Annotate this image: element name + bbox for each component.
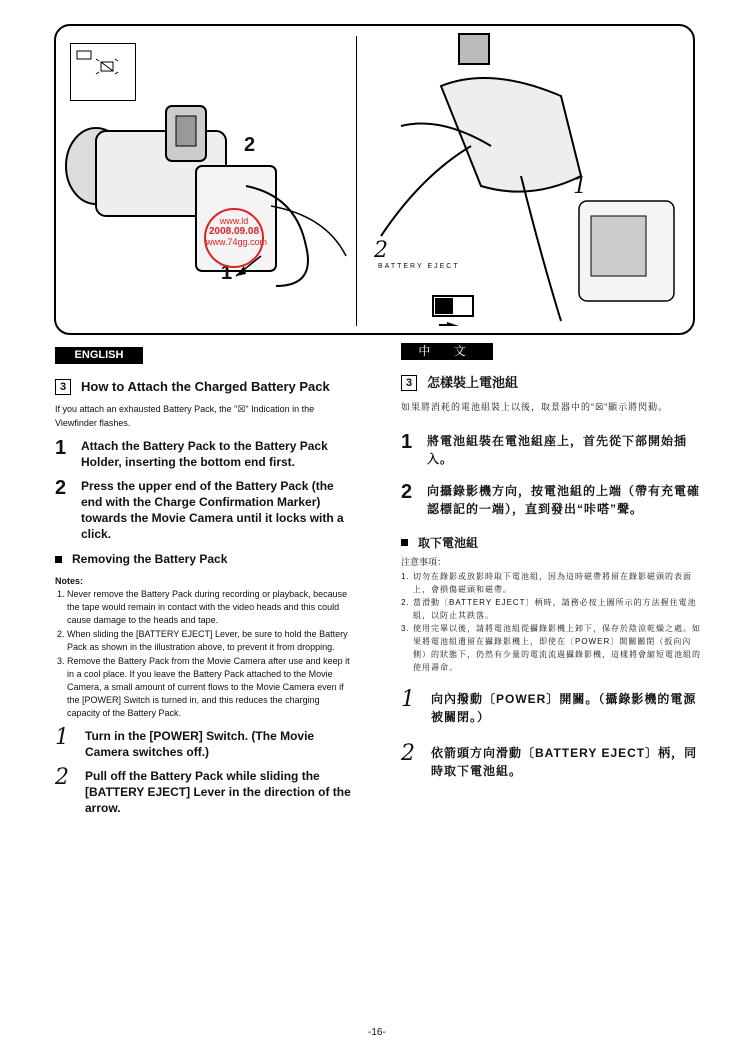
chinese-remove-step-1	[401, 687, 701, 726]
english-removing-title	[55, 552, 355, 566]
note-item: 1. 切勿在錄影或放影時取下電池組，因為這時磁帶將留在錄影磁頭的表面上，會損傷磁頭和磁帶。	[413, 570, 701, 596]
section-title-text: 怎樣裝上電池組	[427, 375, 519, 390]
removing-title-text: 取下電池組	[418, 536, 479, 550]
english-notes-title: Notes:	[55, 576, 84, 586]
bullet-square-icon	[401, 539, 408, 546]
english-intro: If you attach an exhausted Battery Pack, the "☒" Indication in the Viewfinder flashes.	[55, 404, 315, 428]
step-number: 1	[401, 431, 413, 453]
callout-1-right: 1	[573, 174, 587, 199]
step-text: 向攝錄影機方向，按電池組的上端（帶有充電確認標記的一端），直到發出“咔嗒”聲。	[427, 484, 701, 516]
chinese-notes-title: 注意事項：	[401, 557, 447, 567]
removing-title-text: Removing the Battery Pack	[72, 552, 228, 566]
note-item: 2. When sliding the [BATTERY EJECT] Lever, be sure to hold the Battery Pack as shown in the illustration above, to prevent it from dropping.	[67, 628, 355, 654]
chinese-column	[401, 374, 701, 780]
chinese-removing-title	[401, 534, 701, 551]
chinese-remove-step-2	[401, 741, 701, 780]
step-number: 2	[401, 741, 415, 766]
english-notes-list	[55, 588, 355, 720]
page-number: -16-	[368, 1027, 386, 1038]
step-text: 將電池組裝在電池組座上，首先從下部開始插入。	[427, 434, 688, 466]
callout-2-left: 2	[244, 134, 256, 156]
section-title-text: How to Attach the Charged Battery Pack	[81, 379, 330, 394]
section-number: 3	[401, 375, 417, 391]
step-number: 1	[55, 437, 67, 459]
note-item: 1. Never remove the Battery Pack during recording or playback, because the tape would remain in contact with the video heads and this could cause damage to the heads and tape.	[67, 588, 355, 627]
panel-divider	[356, 36, 357, 326]
step-text: Pull off the Battery Pack while sliding the [BATTERY EJECT] Lever in the direction of the arrow.	[85, 769, 351, 815]
step-text: Turn in the [POWER] Switch. (The Movie Camera switches off.)	[85, 729, 315, 759]
step-text: 向內撥動〔POWER〕開關。（攝錄影機的電源被關閉。）	[431, 692, 697, 724]
english-header: ENGLISH	[55, 347, 143, 364]
chinese-header: 中 文	[401, 343, 493, 360]
watermark-stamp: www.ld 2008.09.08 www.74gg.com	[204, 208, 264, 268]
chinese-notes-list	[401, 570, 701, 674]
note-item: 3. 使用完畢以後，請將電池組從攝錄影機上卸下，保存於陰涼乾燥之處。如果將電池組遺留在攝錄影機上，即使在〔POWER〕開關關閉（扳向內側）的狀態下，仍然有少量的電流流過攝錄影機，這樣將會縮短電池組的使用壽命。	[413, 622, 701, 674]
camcorder-right-illustration	[361, 26, 691, 326]
english-remove-step-2	[55, 765, 355, 816]
english-remove-step-1	[55, 725, 355, 760]
bullet-square-icon	[55, 556, 62, 563]
step-number: 1	[401, 687, 415, 712]
callout-1-left: 1	[221, 262, 233, 284]
chinese-section-title	[401, 374, 701, 392]
chinese-step-2	[401, 482, 701, 518]
step-text: Attach the Battery Pack to the Battery Pack Holder, inserting the bottom end first.	[81, 439, 328, 469]
english-section-title	[55, 378, 355, 396]
english-step-1	[55, 438, 355, 470]
step-text: 依箭頭方向滑動〔BATTERY EJECT〕柄，同時取下電池組。	[431, 746, 698, 778]
illustration-panel	[54, 24, 695, 335]
camcorder-left-illustration	[56, 86, 356, 326]
english-column	[55, 378, 355, 816]
callout-2-right: 2	[374, 238, 388, 263]
battery-eject-label: BATTERY EJECT	[378, 263, 460, 270]
step-number: 2	[401, 481, 413, 503]
step-number: 2	[55, 765, 69, 790]
english-step-2	[55, 478, 355, 542]
note-item: 3. Remove the Battery Pack from the Movie Camera after use and keep it in a cool place. If you leave the Battery Pack attached to the Movie Camera, a small amount of current flows to the Movie Camera even if the [POWER] Switch is turned in, and this reduces the charging capacity of the Battery Pack.	[67, 655, 355, 720]
chinese-step-1	[401, 432, 701, 468]
step-number: 1	[55, 725, 69, 750]
chinese-intro: 如果將消耗的電池組裝上以後，取景器中的“☒”顯示將閃動。	[401, 402, 669, 412]
step-number: 2	[55, 477, 67, 499]
step-text: Press the upper end of the Battery Pack (the end with the Charge Confirmation Marker) towards the Movie Camera until it locks with a click.	[81, 479, 344, 541]
note-item: 2. 當滑動〔BATTERY EJECT〕柄時，請務必按上圖所示的方法握住電池組，以防止其跌落。	[413, 596, 701, 622]
section-number: 3	[55, 379, 71, 395]
